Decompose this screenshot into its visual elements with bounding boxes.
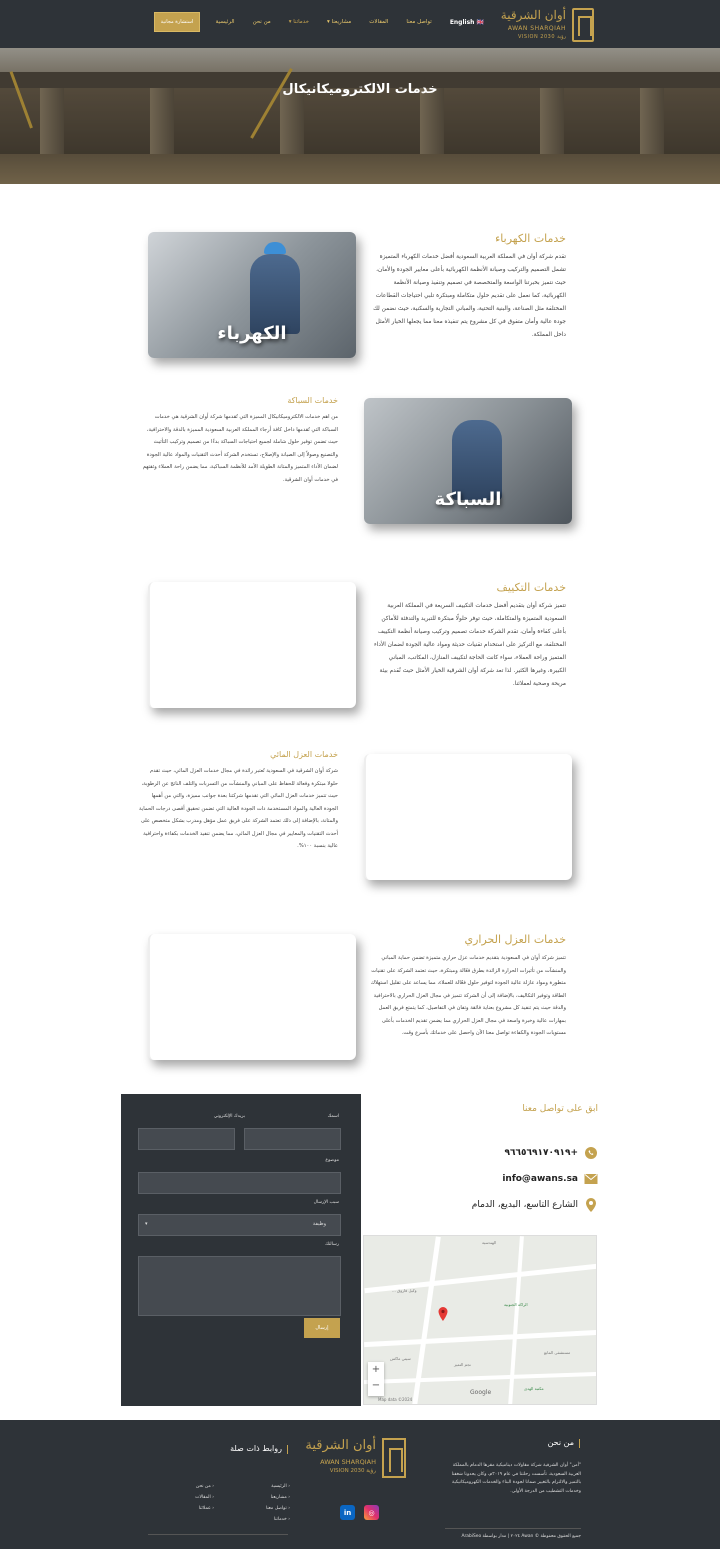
water-insulation-image (364, 754, 572, 880)
location-pin-icon (584, 1198, 598, 1212)
footer-links-left (195, 1484, 214, 1517)
water-insulation-text (138, 750, 338, 853)
google-logo: Google (470, 1389, 492, 1396)
page-title: خدمات الالكتروميكانيكال (282, 82, 438, 97)
footer-link[interactable]: ‹ تواصل معنا (266, 1506, 290, 1511)
nav-about[interactable]: من نحن (252, 19, 271, 25)
plumbing-service-description: من اهم خدمات الالكتروميكانيكال المميزة التي تُقدمها شركة أوان الشرقية هي خدمات السباكة التي تُقدمها داخل كافة أرجاء المملكة العربية السعودية المميزة بالدقة والاحترافية، حيث تضمن توفير حلول شاملة لجميع احتياجات السباكة بدءًا من تصميم وتركيب التأثيث والتصنيع وصولاً إلى الصيانة والإصلاح، تستخدم الشركة أحدث التقنيات والمواد عالية الجودة لضمان الأداء المتميز والمتانة الطويلة الأمد للأنظمة السباكية، مما يضمن راحة العملاء وثقتهم في خدمات أوان الشرقية. (142, 414, 338, 483)
footer-links-divider (148, 1534, 288, 1535)
map-road (364, 1330, 597, 1347)
message-label: رسالتك (325, 1242, 339, 1247)
message-textarea[interactable] (138, 1256, 341, 1316)
hero-overlay (0, 48, 720, 184)
logo-mark-icon (572, 8, 594, 42)
footer-logo-arabic: أوان الشرقية (305, 1438, 376, 1453)
subject-label: موضوع (325, 1158, 339, 1163)
footer-links-title: روابط ذات صلة (230, 1444, 282, 1453)
name-label: اسمك (327, 1114, 339, 1119)
site-logo[interactable] (500, 6, 594, 44)
footer-about-text: "أمن" أوان الشرقية شركة مقاولات ديناميكية مقرها الدمام بالمملكة العربية السعودية، تأسست رحلتنا في عام ٢٠١٩م، وكان يحدونا شغفنا بالتميز والالتزام بالتغيير ضمانا لجودة البناء والخدمات الكهروميكانيكية وخدمات التشطيب من الدرجة الأولى. (451, 1463, 581, 1494)
logo-vision-text: VISION 2030 رؤية (517, 34, 566, 40)
nav-projects[interactable]: مشاريعنا ▾ (327, 19, 352, 25)
phone-number: +٩٦٦٥٦٩١٧٠٩١٩ (504, 1148, 578, 1158)
footer-logo[interactable] (305, 1436, 406, 1482)
whatsapp-icon (584, 1146, 598, 1160)
email-label: بريدك الإلكتروني (213, 1114, 245, 1119)
linkedin-icon[interactable]: in (340, 1505, 355, 1520)
ac-service-description: تتميز شركة أوان بتقديم أفضل خدمات التكييف السريعة في المملكة العربية السعودية المتميزة والمتكاملة، حيث توفر حلولًا مبتكرة للتبريد والتدفئة للأماكن بأعلى كفاءة وأمان، تقدم الشركة خدمات تصميم وتركيب وصيانة أنظمة التكييف المختلفة، مع التركيز على استخدام تقنيات حديثة ومواد عالية الجودة لضمان الأداء المتميز وراحة العملاء، سواء كانت الحاجة لتكييف المنازل، المكاتب، المباني الكبيرة، وغيرها الكثير. لذا تعد شركة أوان الشرقية الخيار الأمثل حيث نُقدم بيئة مريحة وصحية لعملائنا. (374, 603, 566, 687)
map-label: الراكة الجنوبية (504, 1302, 528, 1307)
subject-input[interactable] (138, 1172, 341, 1194)
nav-home[interactable]: الرئيسية (215, 19, 235, 25)
worker-figure (452, 420, 502, 500)
thermal-insulation-title: خدمات العزل الحراري (464, 933, 566, 946)
plumbing-image-label: السباكة (434, 489, 502, 510)
reason-select[interactable] (138, 1214, 341, 1236)
electric-image-label: الكهرباء (217, 323, 287, 344)
nav-services[interactable]: خدماتنا ▾ (288, 19, 310, 25)
footer-link[interactable]: ‹ خدماتنا (266, 1517, 290, 1522)
reason-selected-value: وظيفة (312, 1221, 326, 1227)
email-address: info@awans.sa (502, 1174, 578, 1184)
zoom-in-icon[interactable]: + (371, 1364, 381, 1375)
map-label: مكتبة الهدى (524, 1386, 544, 1391)
map-label: الهندسية (482, 1240, 497, 1245)
footer-link[interactable]: ‹ الرئيسية (266, 1484, 290, 1489)
zoom-out-icon[interactable]: − (371, 1380, 381, 1391)
thermal-insulation-text (370, 933, 566, 1040)
site-header (0, 0, 720, 48)
contact-form (121, 1094, 361, 1406)
helmet-icon (264, 242, 286, 254)
hero-banner (0, 48, 720, 184)
plumbing-service-image (364, 398, 572, 524)
phone-row[interactable] (505, 1146, 598, 1160)
address-row (472, 1198, 598, 1212)
footer-link[interactable]: ‹ عملائنا (195, 1506, 214, 1511)
map-label: مستشفى المانع (544, 1350, 571, 1355)
nav-articles[interactable]: المقالات (369, 19, 389, 25)
email-row[interactable] (502, 1172, 598, 1186)
electric-service-text (370, 232, 566, 342)
main-nav (216, 19, 484, 26)
plumbing-service-title: خدمات السباكة (287, 396, 338, 405)
envelope-icon (584, 1172, 598, 1186)
map-marker-icon[interactable] (438, 1306, 448, 1320)
submit-button[interactable]: إرسال (304, 1318, 340, 1338)
logo-mark-icon (382, 1438, 406, 1478)
water-insulation-description: شركة أوان الشرقية في السعودية تُعتبر رائدة في مجال خدمات العزل المائي، حيث تقدم حلولا مبتكرة وفعالة للحفاظ على المباني والمنشآت من التسربات والتلف الناتج عن الرطوبة، حيث تتميز خدمات العزل المائي التي تقدمها شركتنا بعدة جوانب مميزة، والتي من أهمها الجودة العالية والمواد المستخدمة ذات الجودة العالية التي تضمن تحقيق أقصى درجات الحماية والمتانة، بالإضافة إلى ذلك تعتمد الشركة على فريق عمل مؤهل ومدرب بشكل متخصص على أحدث التقنيات والمعايير في مجال العزل المائي، مما يضمن تنفيذ الخدمات بكفاءة واحترافية عالية بنسبة ١٠٠%. (139, 768, 338, 849)
map-road (364, 1372, 597, 1384)
contact-info-title: ابق على تواصل معنا (522, 1104, 598, 1114)
water-insulation-title: خدمات العزل المائي (270, 750, 338, 759)
thermal-insulation-description: تتميز شركة أوان في السعودية بتقديم خدمات عزل حراري متميزة تضمن حماية المباني والمنشآت من تأثيرات الحرارة الزائدة بطرق فعّالة ومبتكرة، حيث تعتمد الشركة على تقنيات متطورة ومواد عازلة عالية الجودة لتوفير حلول فعّالة للعملاء، مما يساعد على تقليل استهلاك الطاقة وتوفير التكاليف، بالإضافة إلى أن الشركة تتميز في مجال العزل الحراري بالاحترافية والدقة حيث يتم تنفيذ كل مشروع بعناية فائقة وتفان في التفاصيل، كما يتمتع فريق العمل بمهارات عالية وخبرة واسعة في مجال العزل الحراري مما يضمن تقديم الخدمات بأعلى مستويات الجودة والكفاءة تواصل معنا الآن واحصل على خدماتك بأسرع وقت. (370, 955, 566, 1036)
instagram-icon[interactable]: ◎ (364, 1505, 379, 1520)
footer-link[interactable]: ‹ من نحن (195, 1484, 214, 1489)
address-text: الشارع التاسع، البديع، الدمام (471, 1200, 578, 1210)
electric-service-title: خدمات الكهرباء (495, 232, 566, 245)
ac-service-title: خدمات التكييف (496, 581, 566, 594)
thermal-insulation-image (148, 934, 356, 1060)
free-consultation-button[interactable]: استشارة مجانية (154, 12, 200, 32)
footer-link[interactable]: ‹ المقالات (195, 1495, 214, 1500)
footer-divider (445, 1528, 581, 1529)
electric-service-description: تقدم شركة أوان في المملكة العربية السعودية أفضل خدمات الكهرباء المتميزة تشمل التصميم والتركيب وصيانة الأنظمة الكهربائية بأعلى معايير الجودة والأمان، حيث نتميز بخبرتنا الواسعة والمتخصصة في تصميم وتنفيذ وصيانة الأنظمة الكهربائية، كما نعمل على تقديم حلول متكاملة ومبتكرة تلبي احتياجات القطاعات المختلفة مثل الصناعة، والبنية التحتية، والمباني التجارية والسكنية، حيث نضمن لك جودة عالية وأمان متفوق في كل مشروع يتم تنفيذه معنا مما يجعلها الخيار الأمثل داخل المملكة. (373, 254, 566, 338)
worker-figure (250, 254, 300, 334)
site-footer (0, 1420, 720, 1549)
footer-logo-english: AWAN SHARQIAH (320, 1458, 376, 1466)
ac-service-text (370, 581, 566, 691)
electric-service-image (148, 232, 356, 358)
email-input[interactable] (138, 1128, 235, 1150)
plumbing-service-text (138, 396, 338, 486)
logo-english-text: AWAN SHARQIAH (507, 25, 566, 32)
footer-links-right (266, 1484, 290, 1528)
ac-service-image (148, 582, 356, 708)
map-label: سيتي ماكس (390, 1356, 411, 1361)
footer-link[interactable]: ‹ مشاريعنا (266, 1495, 290, 1500)
nav-language-switch[interactable]: English 🇬🇧 (449, 19, 484, 26)
location-map[interactable] (363, 1235, 597, 1405)
reason-label: سبب الإرسال (313, 1200, 339, 1205)
name-input[interactable] (244, 1128, 341, 1150)
map-label: وكيل فاروق ... (392, 1288, 417, 1293)
footer-copyright: جميع الحقوق محفوظة © Awan ٢٠٢٤ | مدار بواسطة ArabiSeo (461, 1534, 581, 1539)
map-road (508, 1236, 524, 1405)
footer-logo-vision: VISION 2030 رؤية (329, 1468, 376, 1474)
nav-contact[interactable]: تواصل معنا (406, 19, 432, 25)
map-attribution: Map data ©2024 (378, 1397, 413, 1402)
chevron-down-icon: ▾ (145, 1221, 148, 1227)
footer-about-title: من نحن (547, 1438, 574, 1447)
map-label: نجم التميز (454, 1362, 471, 1367)
map-zoom-control[interactable] (368, 1362, 384, 1396)
logo-arabic-text: أوان الشرقية (500, 8, 566, 22)
